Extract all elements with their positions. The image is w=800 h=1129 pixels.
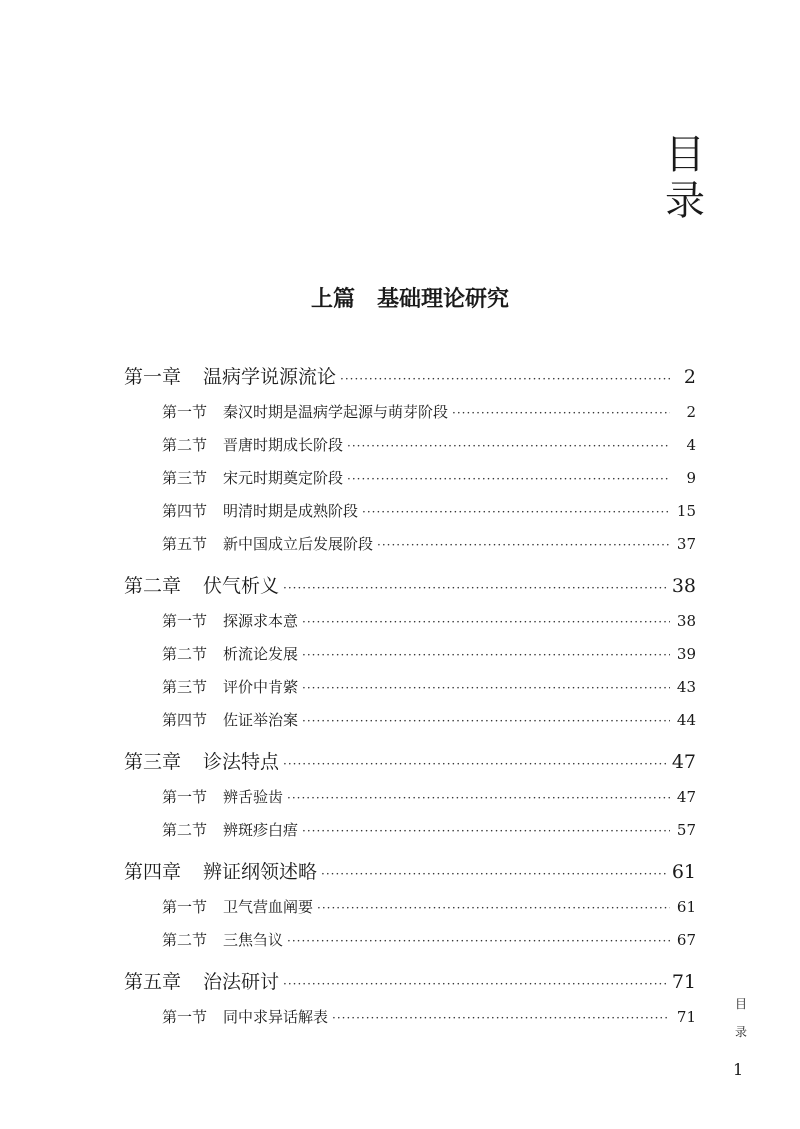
toc-chapter-title: 治法研讨 — [203, 971, 280, 993]
toc-section-label: 第二节 — [162, 645, 208, 663]
toc-section-page-number: 37 — [676, 535, 696, 553]
toc-chapter-page-number: 61 — [671, 861, 696, 883]
toc-section-label: 第五节 — [162, 535, 208, 553]
toc-chapter-title: 伏气析义 — [203, 575, 280, 597]
toc-section-title: 三焦刍议 — [223, 931, 284, 949]
toc-section-label: 第一节 — [162, 1008, 208, 1026]
toc-chapter-page-number: 71 — [671, 971, 696, 993]
running-side-label — [733, 990, 749, 1046]
toc-chapter-title: 辨证纲领述略 — [203, 861, 318, 883]
toc-chapter-label: 第五章 — [124, 971, 182, 993]
toc-chapter-label: 第四章 — [124, 861, 182, 883]
toc-section-title: 明清时期是成熟阶段 — [223, 502, 359, 520]
dot-leader — [347, 430, 670, 463]
toc-chapter[interactable] — [124, 358, 696, 396]
toc-chapter[interactable] — [124, 853, 696, 891]
toc-section[interactable] — [124, 891, 696, 924]
toc-section-label: 第三节 — [162, 469, 208, 487]
toc-chapter-title: 诊法特点 — [203, 751, 280, 773]
toc-section[interactable] — [124, 671, 696, 704]
toc-section-label: 第四节 — [162, 502, 208, 520]
page-title — [660, 132, 710, 224]
toc-chapter[interactable] — [124, 567, 696, 605]
toc-section-title: 卫气营血阐要 — [223, 898, 314, 916]
page-title-char-1: 目 — [665, 132, 705, 178]
toc-section-title: 同中求异话解表 — [223, 1008, 329, 1026]
dot-leader — [362, 496, 670, 529]
toc-section[interactable] — [124, 462, 696, 495]
dot-leader — [347, 463, 670, 496]
toc-section-page-number: 71 — [676, 1008, 696, 1026]
toc-section-label: 第一节 — [162, 403, 208, 421]
dot-leader — [377, 529, 670, 562]
dot-leader — [283, 965, 668, 1003]
toc-chapter-label: 第一章 — [124, 366, 182, 388]
toc-chapter-page-number: 47 — [671, 751, 696, 773]
toc-section-page-number: 61 — [676, 898, 696, 916]
toc-chapter[interactable] — [124, 963, 696, 1001]
toc-section-label: 第一节 — [162, 788, 208, 806]
dot-leader — [302, 815, 670, 848]
toc-section-label: 第二节 — [162, 931, 208, 949]
side-label-char-2: 录 — [734, 1025, 747, 1039]
part-name: 上篇 — [310, 287, 355, 312]
toc-section-page-number: 38 — [676, 612, 696, 630]
toc-section-label: 第一节 — [162, 898, 208, 916]
dot-leader — [340, 360, 670, 398]
toc-section[interactable] — [124, 396, 696, 429]
toc-section-page-number: 47 — [676, 788, 696, 806]
dot-leader — [332, 1002, 670, 1035]
toc-section-page-number: 2 — [686, 403, 696, 421]
toc-section-title: 宋元时期奠定阶段 — [223, 469, 344, 487]
toc-section[interactable] — [124, 528, 696, 561]
dot-leader — [287, 925, 670, 958]
dot-leader — [321, 855, 668, 893]
toc-section-page-number: 57 — [676, 821, 696, 839]
toc-section[interactable] — [124, 1001, 696, 1034]
toc-section-page-number: 39 — [676, 645, 696, 663]
toc-chapter-label: 第三章 — [124, 751, 182, 773]
toc-section-label: 第三节 — [162, 678, 208, 696]
toc-section[interactable] — [124, 605, 696, 638]
toc-chapter-label: 第二章 — [124, 575, 182, 597]
table-of-contents — [124, 352, 696, 1034]
part-subtitle: 基础理论研究 — [377, 287, 510, 312]
toc-section[interactable] — [124, 814, 696, 847]
dot-leader — [302, 672, 670, 705]
toc-section-label: 第四节 — [162, 711, 208, 729]
toc-section-label: 第一节 — [162, 612, 208, 630]
toc-section-page-number: 43 — [676, 678, 696, 696]
toc-section[interactable] — [124, 429, 696, 462]
toc-chapter-page-number: 38 — [671, 575, 696, 597]
page-number: 1 — [733, 1060, 744, 1079]
dot-leader — [283, 745, 668, 783]
toc-section-page-number: 67 — [676, 931, 696, 949]
page-title-char-2: 录 — [665, 178, 705, 224]
toc-section-page-number: 15 — [676, 502, 696, 520]
toc-section-page-number: 44 — [676, 711, 696, 729]
dot-leader — [302, 705, 670, 738]
toc-section-page-number: 4 — [686, 436, 696, 454]
toc-section-title: 评价中肯綮 — [223, 678, 299, 696]
toc-section-page-number: 9 — [686, 469, 696, 487]
toc-section-title: 佐证举治案 — [223, 711, 299, 729]
toc-section[interactable] — [124, 495, 696, 528]
toc-chapter-page-number: 2 — [683, 366, 696, 388]
dot-leader — [452, 397, 670, 430]
dot-leader — [317, 892, 670, 925]
dot-leader — [302, 639, 670, 672]
part-heading — [0, 282, 800, 313]
side-label-char-1: 目 — [734, 997, 747, 1011]
toc-chapter[interactable] — [124, 743, 696, 781]
toc-chapter-title: 温病学说源流论 — [203, 366, 337, 388]
toc-section[interactable] — [124, 704, 696, 737]
toc-section-title: 晋唐时期成长阶段 — [223, 436, 344, 454]
toc-section-title: 秦汉时期是温病学起源与萌芽阶段 — [223, 403, 449, 421]
toc-section-title: 辨舌验齿 — [223, 788, 284, 806]
toc-section-label: 第二节 — [162, 436, 208, 454]
toc-section-title: 探源求本意 — [223, 612, 299, 630]
toc-section-label: 第二节 — [162, 821, 208, 839]
toc-section-title: 析流论发展 — [223, 645, 299, 663]
dot-leader — [283, 569, 668, 607]
toc-section[interactable] — [124, 781, 696, 814]
toc-section[interactable] — [124, 924, 696, 957]
dot-leader — [302, 606, 670, 639]
toc-section[interactable] — [124, 638, 696, 671]
toc-section-title: 辨斑疹白痦 — [223, 821, 299, 839]
toc-section-title: 新中国成立后发展阶段 — [223, 535, 374, 553]
dot-leader — [287, 782, 670, 815]
